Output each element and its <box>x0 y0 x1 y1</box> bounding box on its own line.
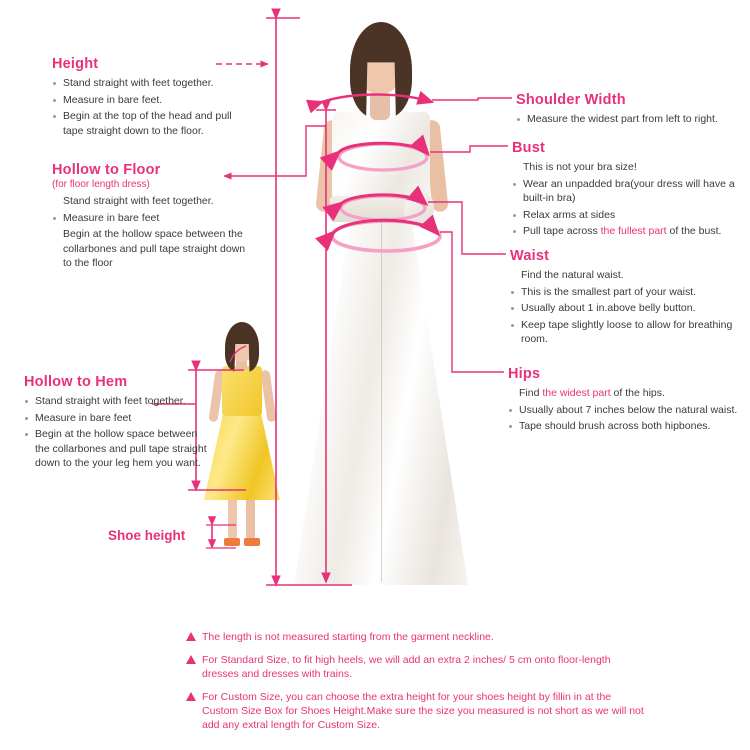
list-item: Keep tape slightly loose to allow for breathing room. <box>510 318 736 347</box>
list-item: Measure in bare feet <box>52 211 252 226</box>
hips-title: Hips <box>508 366 541 382</box>
height-list <box>52 76 252 138</box>
shoulder-width-list <box>516 112 744 127</box>
note-item <box>186 630 646 644</box>
list-item: Stand straight with feet together. <box>24 394 210 409</box>
list-item: Stand straight with feet together. <box>63 195 214 207</box>
note-item <box>186 653 646 681</box>
model-neck <box>370 92 390 120</box>
annotation-shoulder-width <box>516 92 744 129</box>
list-item: Tape should brush across both hipbones. <box>508 419 740 434</box>
shoe-height-title: Shoe height <box>108 528 186 543</box>
note-text: For Standard Size, to fit high heels, we will add an extra 2 inches/ 5 cm onto floor-length dresses and dresses with trains. <box>202 654 611 680</box>
long-dress-seam <box>381 182 382 582</box>
list-item: Measure the widest part from left to right. <box>516 112 744 127</box>
annotation-hips <box>508 366 740 436</box>
list-item: Relax arms at sides <box>512 208 744 223</box>
list-item: Usually about 1 in.above belly button. <box>510 301 736 316</box>
list-item-bust-fullest: Pull tape across the fullest part of the bust. <box>512 224 744 239</box>
height-title: Height <box>52 56 99 72</box>
hips-list <box>508 386 740 434</box>
waist-title: Waist <box>510 248 550 264</box>
list-item: Wear an unpadded bra(your dress will have a built-in bra) <box>512 177 744 206</box>
hips-highlight: the widest part <box>542 387 611 399</box>
long-dress-sash-knot <box>404 192 434 226</box>
hollow-to-hem-list <box>24 394 210 471</box>
annotation-waist <box>510 248 736 349</box>
hollow-to-hem-title: Hollow to Hem <box>24 374 128 390</box>
annotation-bust <box>512 140 744 241</box>
short-model-left-leg <box>228 496 237 540</box>
warning-triangle-icon <box>186 632 196 641</box>
shoulder-width-title: Shoulder Width <box>516 92 626 108</box>
short-model-right-shoe <box>244 538 260 546</box>
warning-triangle-icon <box>186 655 196 664</box>
short-model-right-arm <box>260 370 276 423</box>
annotation-height <box>52 56 252 140</box>
list-item: Find the natural waist. <box>521 269 624 281</box>
list-item: Measure in bare feet <box>24 411 210 426</box>
hollow-to-floor-list <box>52 194 252 271</box>
list-item: Begin at the hollow space between the collarbones and pull tape straight down to the floor <box>63 228 246 269</box>
annotation-hollow-to-hem <box>24 374 210 473</box>
waist-list <box>510 268 736 347</box>
hollow-to-floor-subtitle: (for floor length dress) <box>52 179 150 190</box>
note-text: The length is not measured starting from the garment neckline. <box>202 631 494 643</box>
note-text: For Custom Size, you can choose the extra height for your shoes height by fillin in at the Custom Size Box for Shoes Height.Make sure the size you measured is not short as we will not add any extral length for Custom Size. <box>202 691 644 731</box>
warning-triangle-icon <box>186 692 196 701</box>
list-item: Begin at the top of the head and pull tape straight down to the floor. <box>52 109 252 138</box>
long-dress-bodice <box>332 112 430 204</box>
hollow-to-floor-title: Hollow to Floor <box>52 162 161 178</box>
bust-title: Bust <box>512 140 546 156</box>
list-item: Stand straight with feet together. <box>52 76 252 91</box>
short-dress-bodice <box>222 366 262 416</box>
note-item <box>186 690 646 732</box>
footer-notes <box>186 630 646 741</box>
annotation-hollow-to-floor <box>52 162 252 273</box>
list-item: Begin at the hollow space between the collarbones and pull tape straight down to the your leg hem you want. <box>24 427 210 471</box>
bust-list <box>512 160 744 239</box>
list-item: Measure in bare feet. <box>52 93 252 108</box>
long-dress-model-illustration <box>286 0 476 590</box>
list-item: This is the smallest part of your waist. <box>510 285 736 300</box>
list-item: This is not your bra size! <box>523 161 637 173</box>
list-item-hips-widest: Find the widest part of the hips. <box>519 387 665 399</box>
short-model-right-leg <box>246 496 255 540</box>
short-dress-skirt <box>204 410 280 500</box>
bust-highlight: the fullest part <box>600 225 667 237</box>
list-item: Usually about 7 inches below the natural waist. <box>508 403 740 418</box>
short-model-left-shoe <box>224 538 240 546</box>
